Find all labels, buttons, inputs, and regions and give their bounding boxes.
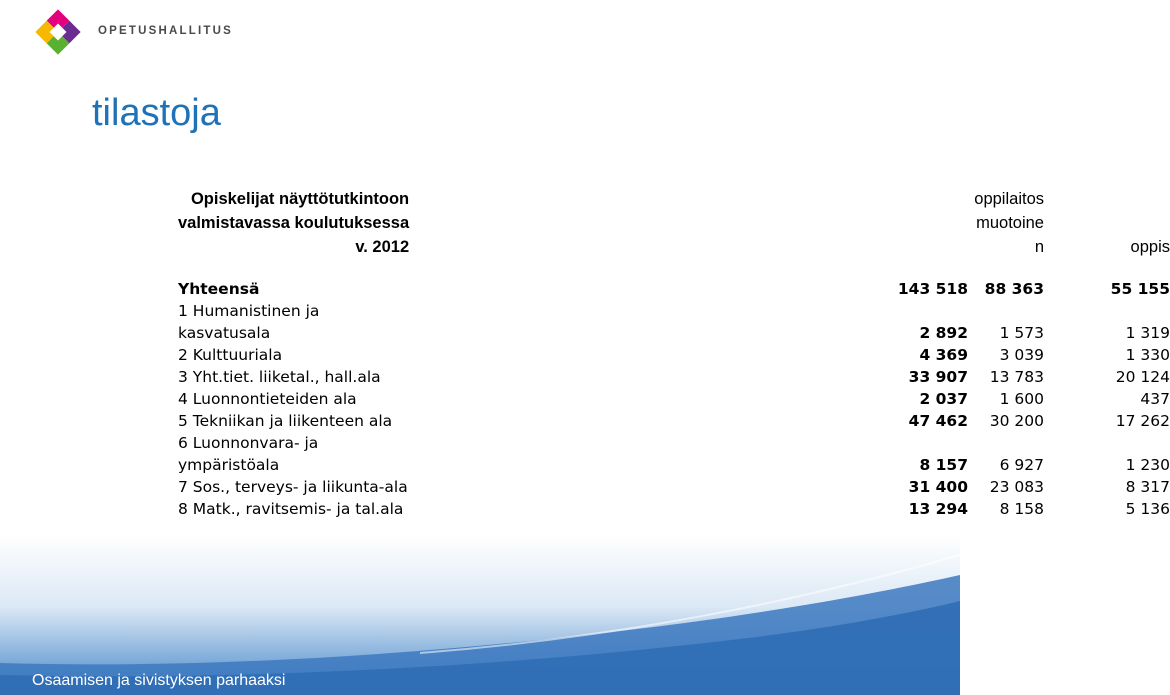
row-label: [178, 300, 408, 344]
column-header-line: n: [1034, 238, 1044, 256]
row-total: 8 157: [919, 456, 968, 474]
row-institution: 88 363: [984, 280, 1044, 298]
row-apprentice: 1 319: [1125, 324, 1170, 342]
row-institution: 23 083: [989, 478, 1044, 496]
row-apprentice: 1 330: [1125, 346, 1170, 364]
row-label-line: 8 Matk., ravitsemis- ja tal.ala: [178, 500, 404, 518]
row-apprentice: 437: [1140, 390, 1170, 408]
row-label: [178, 476, 408, 498]
table-row: [178, 410, 1170, 432]
table-caption-line: v. 2012: [355, 238, 410, 256]
row-institution: 8 158: [999, 500, 1044, 518]
row-total: 143 518: [897, 280, 968, 298]
row-institution: 6 927: [999, 456, 1044, 474]
row-apprentice: 17 262: [1115, 412, 1170, 430]
row-label: [178, 410, 408, 432]
row-total: 33 907: [908, 368, 968, 386]
footer-slogan: Osaamisen ja sivistyksen parhaaksi: [32, 672, 286, 689]
row-apprentice: 5 136: [1125, 500, 1170, 518]
row-label-line: 7 Sos., terveys- ja liikunta-ala: [178, 478, 408, 496]
row-label-line: ympäristöala: [178, 456, 280, 474]
table-row: [178, 498, 1170, 520]
row-label-line: Yhteensä: [178, 280, 260, 298]
row-institution: 1 600: [999, 390, 1044, 408]
row-institution: 1 573: [999, 324, 1044, 342]
row-label: [178, 344, 408, 366]
row-label-line: 6 Luonnonvara- ja: [178, 434, 319, 452]
row-label: [178, 388, 408, 410]
table-row: [178, 344, 1170, 366]
row-apprentice: 55 155: [1110, 280, 1170, 298]
row-label-line: 2 Kulttuuriala: [178, 346, 283, 364]
row-label-line: kasvatusala: [178, 324, 271, 342]
row-total: 2 037: [919, 390, 968, 408]
row-label: [178, 432, 408, 476]
table-caption-line: Opiskelijat näyttötutkintoon: [190, 190, 410, 208]
table-caption: [178, 187, 409, 259]
footer-wave-decoration: [0, 535, 960, 695]
row-institution: 13 783: [989, 368, 1044, 386]
page-title: tilastoja: [92, 92, 221, 134]
column-header-line: oppilaitos: [974, 190, 1044, 208]
row-apprentice: 1 230: [1125, 456, 1170, 474]
table-row: [178, 432, 1170, 476]
row-label-line: 4 Luonnontieteiden ala: [178, 390, 357, 408]
table-header: [178, 187, 1170, 259]
column-header-institution: [904, 187, 1044, 259]
row-label: [178, 498, 408, 520]
column-header-apprentice: oppis: [1130, 238, 1170, 256]
row-apprentice: 8 317: [1125, 478, 1170, 496]
row-label: [178, 366, 408, 388]
table-row: [178, 300, 1170, 344]
row-total: 31 400: [908, 478, 968, 496]
row-label-line: 5 Tekniikan ja liikenteen ala: [178, 412, 393, 430]
table-row: [178, 388, 1170, 410]
table-row: [178, 278, 1170, 300]
row-label: [178, 278, 408, 300]
table-caption-line: valmistavassa koulutuksessa: [178, 214, 410, 232]
row-label-line: 3 Yht.tiet. liiketal., hall.ala: [178, 368, 381, 386]
row-apprentice: 20 124: [1115, 368, 1170, 386]
table-row: [178, 366, 1170, 388]
org-name: OPETUSHALLITUS: [98, 25, 233, 37]
row-total: 4 369: [919, 346, 968, 364]
opetushallitus-logo-icon: [34, 8, 82, 56]
row-total: 2 892: [919, 324, 968, 342]
table-body: [178, 278, 1170, 520]
row-total: 47 462: [908, 412, 968, 430]
row-institution: 3 039: [999, 346, 1044, 364]
row-institution: 30 200: [989, 412, 1044, 430]
column-header-line: muotoine: [976, 214, 1044, 232]
row-total: 13 294: [908, 500, 968, 518]
table-row: [178, 476, 1170, 498]
row-label-line: 1 Humanistinen ja: [178, 302, 320, 320]
